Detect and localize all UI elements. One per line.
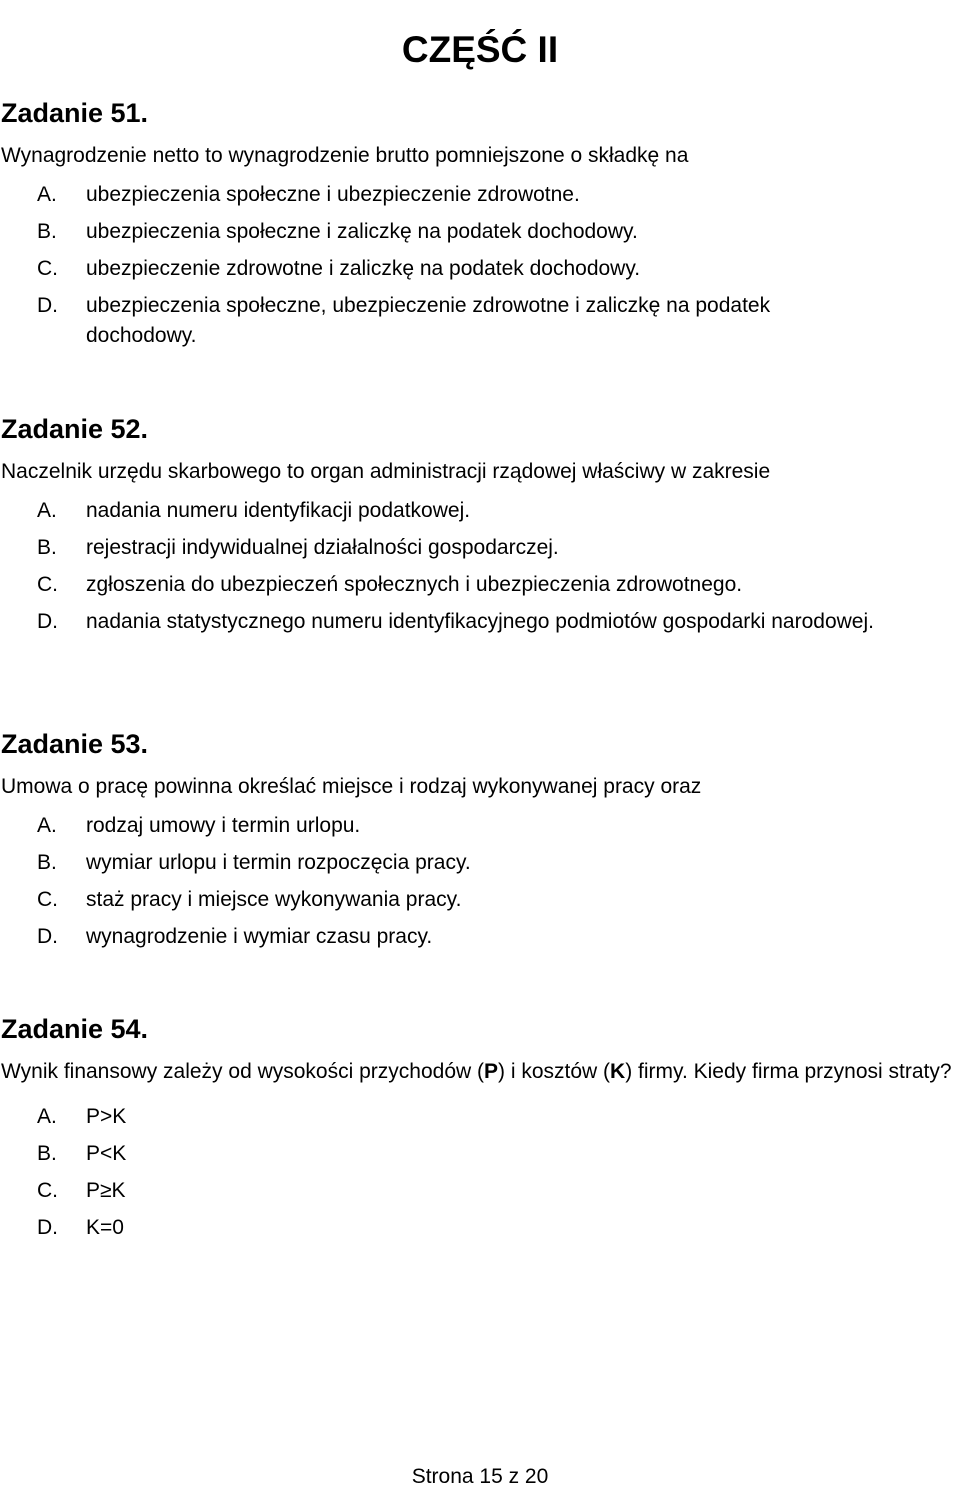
answer-text: ubezpieczenia społeczne, ubezpieczenie zdrowotne i zaliczkę na podatek dochodowy. (86, 294, 771, 347)
answer-option-b (0, 848, 960, 878)
answer-option-b (0, 533, 960, 563)
answer-option-c (0, 1176, 960, 1206)
task-question: Naczelnik urzędu skarbowego to organ administracji rządowej właściwy w zakresie (1, 460, 771, 483)
answer-list (0, 496, 960, 637)
answer-text: P>K (86, 1105, 127, 1128)
answer-text: nadania numeru identyfikacji podatkowej. (86, 499, 471, 522)
answer-text: K=0 (86, 1216, 124, 1239)
answer-letter: A. (37, 1105, 57, 1128)
task-53 (0, 728, 960, 952)
question-text: Wynik finansowy zależy od wysokości przychodów ( (1, 1060, 484, 1083)
answer-text: staż pracy i miejsce wykonywania pracy. (86, 888, 462, 911)
answer-text: wynagrodzenie i wymiar czasu pracy. (86, 925, 433, 948)
answer-option-d (0, 1213, 960, 1243)
answer-letter: B. (37, 220, 57, 243)
answer-text: ubezpieczenia społeczne i ubezpieczenie zdrowotne. (86, 183, 580, 206)
answer-option-b (0, 217, 960, 247)
answer-letter: A. (37, 499, 57, 522)
answer-option-a (0, 1102, 960, 1132)
symbol-p: P (484, 1060, 499, 1083)
answer-letter: B. (37, 851, 57, 874)
answer-letter: B. (37, 1142, 57, 1165)
task-title: Zadanie 53. (1, 729, 149, 759)
answer-letter: C. (37, 573, 58, 596)
answer-letter: D. (37, 610, 58, 633)
answer-option-b (0, 1139, 960, 1169)
answer-letter: D. (37, 294, 58, 317)
answer-list (0, 180, 960, 351)
task-51 (0, 97, 960, 351)
part-title: CZĘŚĆ II (401, 28, 559, 70)
answer-text: wymiar urlopu i termin rozpoczęcia pracy. (86, 851, 471, 874)
answer-option-a (0, 496, 960, 526)
answer-text: nadania statystycznego numeru identyfikacyjnego podmiotów gospodarki narodowej. (86, 610, 874, 633)
answer-option-d (0, 607, 960, 637)
page-footer: Strona 15 z 20 (411, 1465, 549, 1488)
answer-letter: C. (37, 1179, 58, 1202)
answer-text: ubezpieczenie zdrowotne i zaliczkę na podatek dochodowy. (86, 257, 641, 280)
task-question (0, 1057, 960, 1087)
task-52 (0, 413, 960, 637)
answer-text: ubezpieczenia społeczne i zaliczkę na podatek dochodowy. (86, 220, 638, 243)
answer-text: rejestracji indywidualnej działalności gospodarczej. (86, 536, 559, 559)
question-text: ) firmy. Kiedy firma przynosi straty? (625, 1060, 952, 1083)
answer-option-a (0, 180, 960, 210)
answer-text: zgłoszenia do ubezpieczeń społecznych i ubezpieczenia zdrowotnego. (86, 573, 743, 596)
task-54 (0, 1013, 960, 1243)
task-title: Zadanie 54. (1, 1014, 149, 1044)
answer-letter: C. (37, 257, 58, 280)
task-title: Zadanie 51. (1, 98, 149, 128)
answer-letter: C. (37, 888, 58, 911)
answer-option-a (0, 811, 960, 841)
symbol-k: K (610, 1060, 626, 1083)
answer-text: P<K (86, 1142, 127, 1165)
answer-list (0, 1102, 960, 1243)
answer-letter: B. (37, 536, 57, 559)
task-question: Wynagrodzenie netto to wynagrodzenie brutto pomniejszone o składkę na (1, 144, 689, 167)
answer-text: P≥K (86, 1179, 126, 1202)
answer-option-d (0, 291, 960, 351)
question-text: ) i kosztów ( (498, 1060, 611, 1083)
answer-letter: D. (37, 1216, 58, 1239)
answer-text: rodzaj umowy i termin urlopu. (86, 814, 361, 837)
task-question: Umowa o pracę powinna określać miejsce i rodzaj wykonywanej pracy oraz (1, 775, 702, 798)
answer-letter: D. (37, 925, 58, 948)
answer-list (0, 811, 960, 952)
answer-letter: A. (37, 814, 57, 837)
answer-option-c (0, 885, 960, 915)
answer-letter: A. (37, 183, 57, 206)
answer-option-d (0, 922, 960, 952)
answer-option-c (0, 254, 960, 284)
task-title: Zadanie 52. (1, 414, 149, 444)
answer-option-c (0, 570, 960, 600)
